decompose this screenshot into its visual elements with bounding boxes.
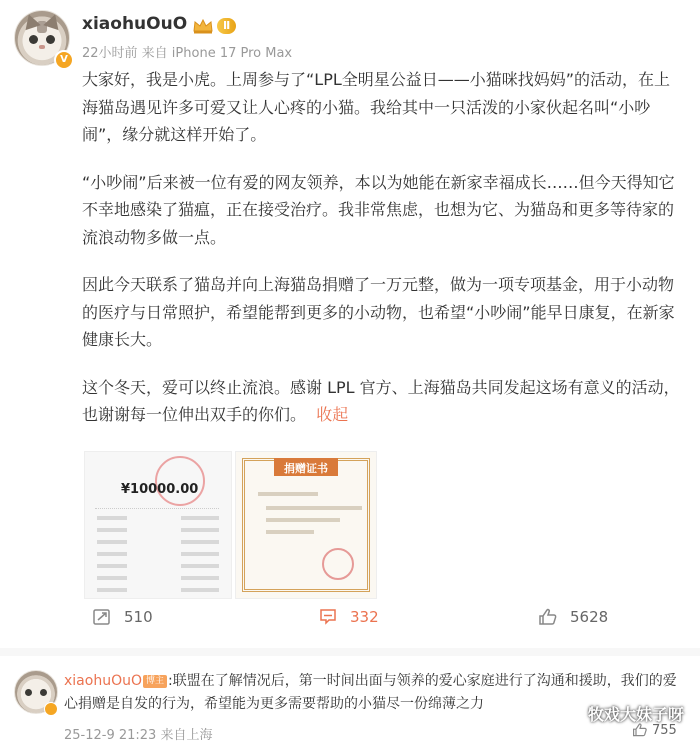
receipt-line [181,552,219,556]
comment-count: 332 [350,608,379,626]
receipt-line [181,588,219,592]
avatar-eye [25,689,32,696]
post-meta: 22小时前 来自 iPhone 17 Pro Max [82,46,293,61]
thumbs-up-icon [538,607,558,627]
comment-button[interactable] [318,602,379,632]
certificate-line [266,518,340,522]
avatar-nose [39,45,45,49]
receipt-line [97,516,127,520]
comment-verified-icon [44,702,58,716]
post-paragraph-text: 这个冬天，爱可以终止流浪。感谢 LPL 官方、上海猫岛共同发起这场有意义的活动，也谢谢每一位伸出双手的你们。 [82,377,680,424]
certificate-seal [322,548,354,580]
post-action-bar [0,602,700,632]
certificate-line [258,492,318,496]
certificate-line [266,530,314,534]
donation-receipt-image[interactable] [84,451,232,599]
post-paragraph-last [82,374,682,429]
post-paragraph: 因此今天联系了猫岛并向上海猫岛捐赠了一万元整，做为一项专项基金，用于小动物的医疗与日常照护，希望能帮到更多的小动物，也希望“小吵闹”能早日康复，在新家健康长大。 [82,275,675,349]
comment-icon [318,607,338,627]
receipt-line [181,528,219,532]
collapse-link[interactable]: 收起 [316,405,349,424]
crown-icon [192,18,214,34]
avatar-eye [29,35,38,44]
post-header [14,6,694,66]
receipt-line [181,576,219,580]
donation-certificate-image[interactable] [235,451,377,599]
receipt-line [97,576,127,580]
comment-like-count: 755 [652,722,677,738]
post-paragraph: 大家好，我是小虎。上周参与了“LPL全明星公益日——小猫咪找妈妈”的活动，在上海猫岛遇见许多可爱又让人心疼的小猫。我给其中一只活泼的小家伙起名叫“小吵闹”，缘分就这样开始了。 [82,70,671,144]
receipt-line [97,552,127,556]
post-paragraph: “小吵闹”后来被一位有爱的网友领养，本以为她能在新家幸福成长……但今天得知它不幸地感染了猫瘟，正在接受治疗。我非常焦虑，也想为它、为猫岛和更多等待家的流浪动物多做一点。 [82,172,675,247]
repost-count: 510 [124,608,153,626]
receipt-amount: ¥10000.00 [121,482,199,497]
receipt-line [97,528,127,532]
section-divider [0,648,700,656]
certificate-line [266,506,362,510]
comment-meta: 25-12-9 21:23 来自上海 [64,728,213,743]
receipt-line [181,540,219,544]
author-tag: 博主 [143,675,167,688]
receipt-line [97,564,127,568]
receipt-line [181,564,219,568]
receipt-divider [95,508,219,510]
post-username[interactable]: xiaohuOuO [82,14,188,34]
receipt-line [97,540,127,544]
receipt-line [181,516,219,520]
receipt-line [97,588,127,592]
like-button[interactable] [538,602,608,632]
comment-username[interactable]: xiaohuOuO [64,673,142,689]
certificate-title: 捐赠证书 [284,462,328,475]
avatar-eye [46,35,55,44]
comment-text: :联盟在了解情况后，第一时间出面与领养的爱心家庭进行了沟通和援助，我们的爱心捐赠是自发的行为，希望能为更多需要帮助的小猫尽一份绵薄之力 [64,673,677,712]
avatar-eye [40,689,47,696]
verified-badge-icon: V [54,50,74,70]
avatar-stripe [37,21,47,33]
receipt-stamp [155,456,205,506]
post-body [82,66,682,449]
repost-button[interactable] [92,602,153,632]
repost-icon [92,607,112,627]
level-badge: Ⅱ [217,18,236,34]
like-count: 5628 [570,608,609,626]
watermark-text: 牧戏大妹子呀 [588,705,685,724]
